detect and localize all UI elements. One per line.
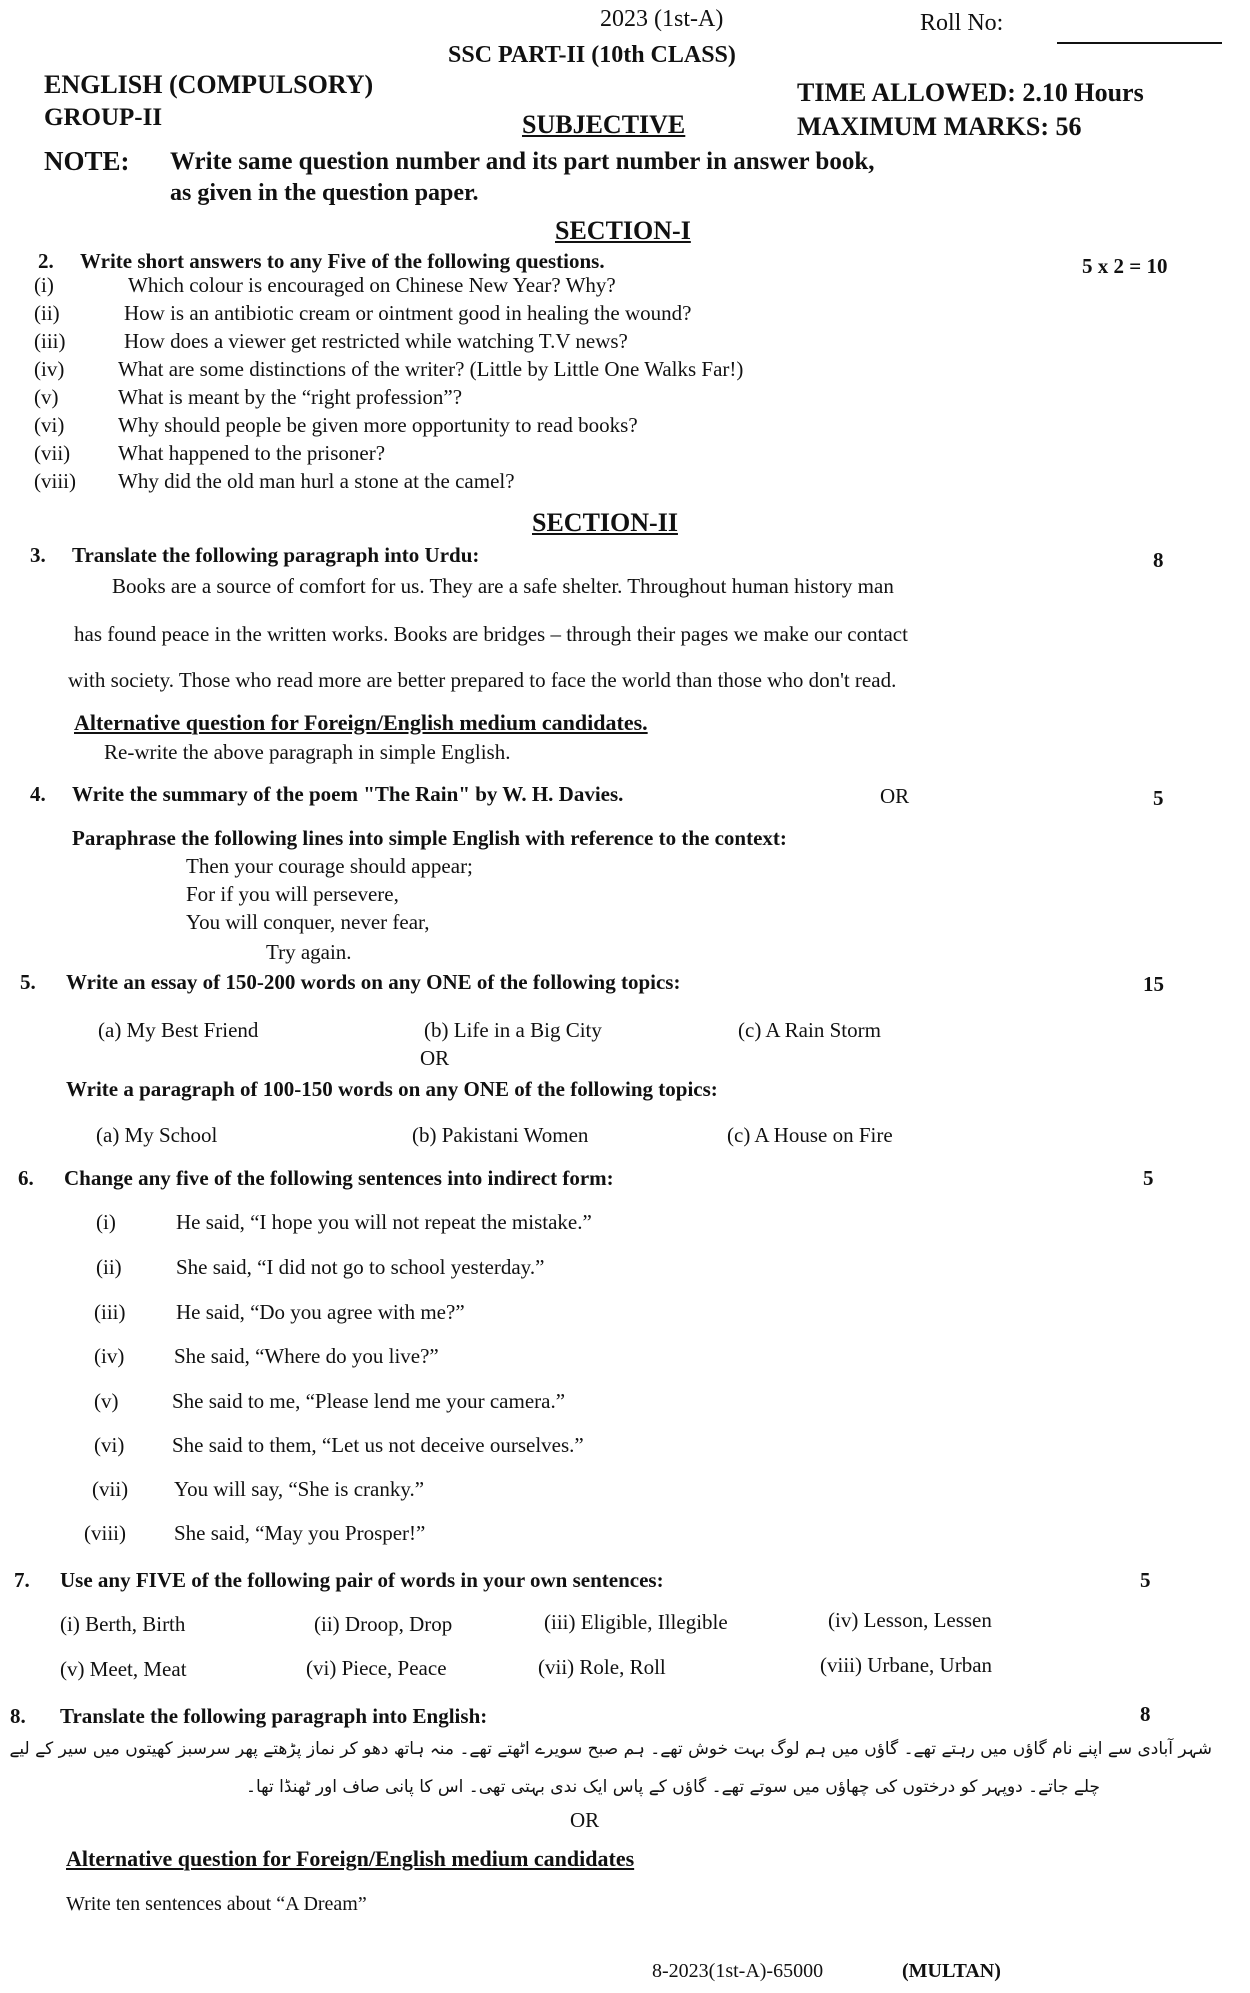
q3-marks: 8 (1153, 548, 1164, 572)
footer-code: 8-2023(1st-A)-65000 (652, 1960, 824, 1982)
q8-text: Translate the following paragraph into English: (60, 1704, 488, 1728)
q6-item-text: She said to me, “Please lend me your camera.” (172, 1389, 566, 1413)
q3-alt-text: Re-write the above paragraph in simple English. (104, 740, 511, 764)
year-code: 2023 (1st-A) (600, 6, 724, 32)
q5-text: Write an essay of 150-200 words on any ONE of the following topics: (66, 970, 681, 994)
q4-marks: 5 (1153, 786, 1164, 810)
q3-paragraph-line: with society. Those who read more are better prepared to face the world than those who don't read. (68, 668, 897, 692)
q4-or: OR (880, 784, 910, 808)
q6-item-num: (vi) (94, 1433, 125, 1457)
q3-text: Translate the following paragraph into Urdu: (72, 543, 480, 567)
q5-topic: (a) My Best Friend (98, 1018, 259, 1042)
q2-item-num: (viii) (34, 469, 76, 493)
q2-item-text: How is an antibiotic cream or ointment good in healing the wound? (124, 301, 692, 325)
q6-item-num: (v) (94, 1389, 119, 1413)
q7-word-pair: (i) Berth, Birth (60, 1612, 186, 1636)
q6-item-text: He said, “I hope you will not repeat the mistake.” (176, 1210, 592, 1234)
q7-number: 7. (14, 1568, 30, 1592)
note-label: NOTE: (44, 146, 130, 176)
q7-word-pair: (iii) Eligible, Illegible (544, 1610, 728, 1634)
exam-title: SSC PART-II (10th CLASS) (448, 42, 736, 68)
q2-item-num: (vi) (34, 413, 65, 437)
q4-poem-line: For if you will persevere, (186, 882, 399, 906)
q2-item-num: (ii) (34, 301, 60, 325)
q6-item-num: (vii) (92, 1477, 129, 1501)
q4-poem-line: Try again. (266, 940, 352, 964)
q8-alt-heading: Alternative question for Foreign/English medium candidates (66, 1846, 635, 1871)
footer-board: (MULTAN) (902, 1960, 1001, 1982)
q4-paraphrase-text: Paraphrase the following lines into simple English with reference to the context: (72, 826, 787, 850)
q4-poem-line: You will conquer, never fear, (186, 910, 430, 934)
q2-item-num: (iv) (34, 357, 65, 381)
q3-paragraph-line: Books are a source of comfort for us. They are a safe shelter. Throughout human history man (112, 574, 894, 598)
roll-no-label: Roll No: (920, 10, 1004, 36)
q2-item-text: Which colour is encouraged on Chinese New Year? Why? (128, 273, 616, 297)
group-label: GROUP-II (44, 104, 163, 131)
q7-marks: 5 (1140, 1568, 1151, 1592)
q7-word-pair: (iv) Lesson, Lessen (828, 1608, 992, 1632)
q2-item-text: What are some distinctions of the writer? (Little by Little One Walks Far!) (118, 357, 744, 381)
q4-poem-line: Then your courage should appear; (186, 854, 473, 878)
q6-item-num: (viii) (84, 1521, 126, 1545)
q7-word-pair: (viii) Urbane, Urban (820, 1653, 993, 1677)
q8-number: 8. (10, 1704, 26, 1728)
q5-paragraph-text: Write a paragraph of 100-150 words on any ONE of the following topics: (66, 1077, 718, 1101)
section-1-title: SECTION-I (555, 216, 691, 245)
q7-text: Use any FIVE of the following pair of words in your own sentences: (60, 1568, 664, 1592)
q6-item-num: (ii) (96, 1255, 122, 1279)
q2-item-num: (v) (34, 385, 59, 409)
q6-item-text: He said, “Do you agree with me?” (176, 1300, 465, 1324)
q2-item-text: Why did the old man hurl a stone at the camel? (118, 469, 515, 493)
q6-item-num: (iv) (94, 1344, 125, 1368)
q6-item-text: She said, “I did not go to school yesterday.” (176, 1255, 545, 1279)
paper-type: SUBJECTIVE (522, 110, 686, 139)
q8-urdu-line: شہر آبادی سے اپنے نام گاؤں میں رہتے تھے۔ گاؤں میں ہم لوگ بہت خوش تھے۔ ہم صبح سویرے اٹھتے تھے۔ منہ ہاتھ دھو کر نماز پڑھتے پھر سرسبز کھیتوں میں سیر کے لیے (9, 1739, 1212, 1759)
section-2-title: SECTION-II (532, 508, 678, 537)
q3-alt-heading: Alternative question for Foreign/English medium candidates. (74, 710, 648, 735)
q3-paragraph-line: has found peace in the written works. Books are bridges – through their pages we make our contact (74, 622, 908, 646)
q2-item-text: What happened to the prisoner? (118, 441, 386, 465)
q5-number: 5. (20, 970, 36, 994)
q8-urdu-line: چلے جاتے۔ دوپہر کو درختوں کی چھاؤں میں سوتے تھے۔ گاؤں کے پاس ایک ندی بہتی تھی۔ اس کا پانی صاف اور ٹھنڈا تھا۔ (245, 1777, 1100, 1797)
q6-number: 6. (18, 1166, 34, 1190)
q6-item-num: (iii) (94, 1300, 126, 1324)
q2-item-num: (vii) (34, 441, 71, 465)
q5-para-topic: (c) A House on Fire (727, 1123, 893, 1147)
subject-title: ENGLISH (COMPULSORY) (44, 70, 374, 99)
q7-word-pair: (v) Meet, Meat (60, 1657, 187, 1681)
q2-item-num: (iii) (34, 329, 66, 353)
time-allowed: TIME ALLOWED: 2.10 Hours (797, 78, 1144, 107)
q6-item-num: (i) (96, 1210, 116, 1234)
q5-marks: 15 (1143, 972, 1164, 996)
q7-word-pair: (vi) Piece, Peace (306, 1656, 447, 1680)
q5-topic: (b) Life in a Big City (424, 1018, 602, 1042)
q6-item-text: She said, “May you Prosper!” (174, 1521, 426, 1545)
q5-topic: (c) A Rain Storm (738, 1018, 881, 1042)
q6-text: Change any five of the following sentences into indirect form: (64, 1166, 614, 1190)
q2-item-text: What is meant by the “right profession”? (118, 385, 463, 409)
q2-text: Write short answers to any Five of the following questions. (80, 249, 605, 273)
roll-no-blank (1057, 42, 1222, 44)
q8-or: OR (570, 1808, 600, 1832)
q2-marks: 5 x 2 = 10 (1082, 254, 1168, 278)
q5-para-topic: (a) My School (96, 1123, 218, 1147)
note-line-1: Write same question number and its part number in answer book, (170, 148, 875, 175)
q4-number: 4. (30, 782, 46, 806)
max-marks: MAXIMUM MARKS: 56 (797, 112, 1082, 141)
q2-item-num: (i) (34, 273, 54, 297)
q2-number: 2. (38, 249, 54, 273)
note-line-2: as given in the question paper. (170, 180, 479, 206)
q4-text: Write the summary of the poem "The Rain" by W. H. Davies. (72, 782, 624, 806)
q6-item-text: She said to them, “Let us not deceive ourselves.” (172, 1433, 584, 1457)
q8-marks: 8 (1140, 1702, 1151, 1726)
q3-number: 3. (30, 543, 46, 567)
q2-item-text: Why should people be given more opportunity to read books? (118, 413, 638, 437)
q7-word-pair: (ii) Droop, Drop (314, 1612, 453, 1636)
q6-item-text: You will say, “She is cranky.” (174, 1477, 425, 1501)
q7-word-pair: (vii) Role, Roll (538, 1655, 666, 1679)
q5-para-topic: (b) Pakistani Women (412, 1123, 589, 1147)
q8-alt-text: Write ten sentences about “A Dream” (66, 1893, 367, 1915)
q2-item-text: How does a viewer get restricted while watching T.V news? (124, 329, 628, 353)
q6-item-text: She said, “Where do you live?” (174, 1344, 439, 1368)
q6-marks: 5 (1143, 1166, 1154, 1190)
q5-or: OR (420, 1046, 450, 1070)
